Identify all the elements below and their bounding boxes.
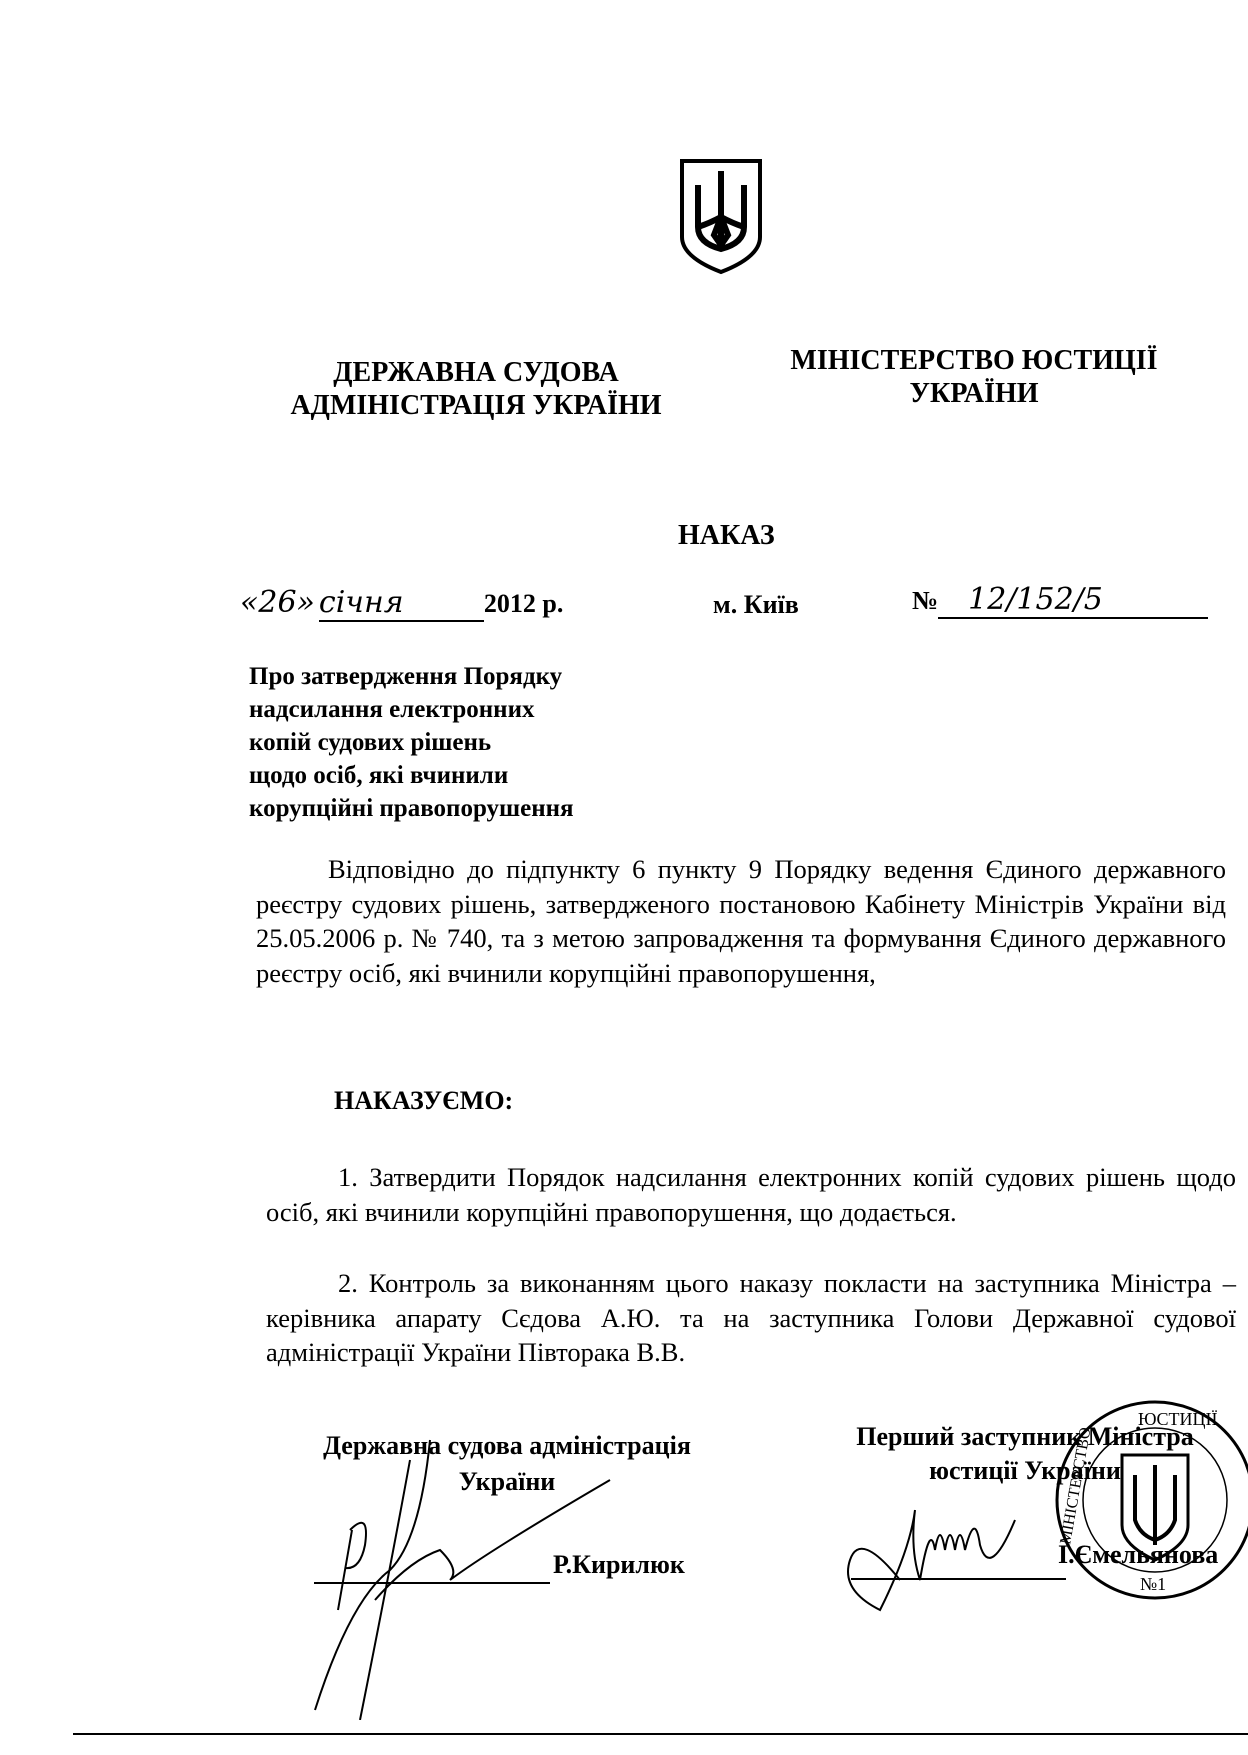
official-stamp — [1050, 1395, 1248, 1605]
left-title-line: України — [458, 1467, 556, 1496]
left-signatory-name: Р.Кирилюк — [553, 1550, 685, 1579]
stamp-text-top: ЮСТИЦІЇ — [1138, 1409, 1218, 1429]
left-organization — [276, 356, 676, 422]
date-day: 26 — [258, 585, 297, 620]
number-label: № — [912, 586, 939, 615]
order-number — [912, 582, 1208, 619]
preamble: Відповідно до підпункту 6 пункту 9 Порядку ведення Єдиного державного реєстру судових рішень, затвердженого постановою Кабінету Міністрів України від 25.05.2006 р. № 740, та з метою запровадження та формування Єдиного державного реєстру осіб, які вчинили корупційні правопорушення, — [256, 854, 1226, 988]
right-title-line: Перший заступник Міністра — [856, 1422, 1194, 1451]
order-subject — [249, 660, 574, 825]
number-value: 12/152/5 — [938, 582, 1208, 619]
bottom-rule — [73, 1733, 1248, 1735]
date-quote-open: « — [240, 585, 259, 620]
right-signatory-name: І.Ємельянова — [1058, 1540, 1219, 1569]
right-handwritten-signature — [840, 1490, 1070, 1620]
decree-word: НАКАЗУЄМО: — [334, 1086, 514, 1115]
subject-line: надсилання електронних — [249, 696, 535, 723]
item-1: 1. Затвердити Порядок надсилання електронних копій судових рішень щодо осіб, які вчинили корупційні правопорушення, що додається. — [266, 1162, 1236, 1227]
subject-line: щодо осіб, які вчинили — [249, 762, 509, 789]
left-org-line-1: ДЕРЖАВНА СУДОВА — [333, 357, 619, 388]
order-heading: НАКАЗ — [678, 520, 775, 551]
date-month: січня — [319, 585, 484, 622]
subject-line: Про затвердження Порядку — [249, 663, 563, 690]
left-org-line-2: АДМІНІСТРАЦІЯ УКРАЇНИ — [290, 390, 662, 421]
left-title-line: Державна судова адміністрація — [323, 1431, 691, 1460]
right-org-line-1: МІНІСТЕРСТВО ЮСТИЦІЇ — [790, 345, 1158, 376]
left-handwritten-signature — [290, 1420, 620, 1720]
right-title-line: юстиції України — [929, 1456, 1121, 1485]
date-year: 2012 р. — [483, 589, 564, 618]
subject-line: корупційні правопорушення — [249, 795, 574, 822]
order-date — [240, 585, 563, 625]
subject-line: копій судових рішень — [249, 729, 492, 756]
right-organization — [774, 344, 1174, 410]
stamp-number: №1 — [1140, 1574, 1167, 1594]
city: м. Київ — [713, 590, 799, 619]
stamp-text-left: МІНІСТЕРСТВО — [1057, 1426, 1095, 1546]
date-quote-close: » — [296, 585, 315, 620]
trident-coat-of-arms-icon — [678, 157, 764, 275]
right-org-line-2: УКРАЇНИ — [909, 378, 1039, 409]
item-2: 2. Контроль за виконанням цього наказу покласти на заступника Міністра – керівника апарату Сєдова А.Ю. та на заступника Голови Державної судової адміністрації України Півторака В.В. — [266, 1268, 1236, 1367]
